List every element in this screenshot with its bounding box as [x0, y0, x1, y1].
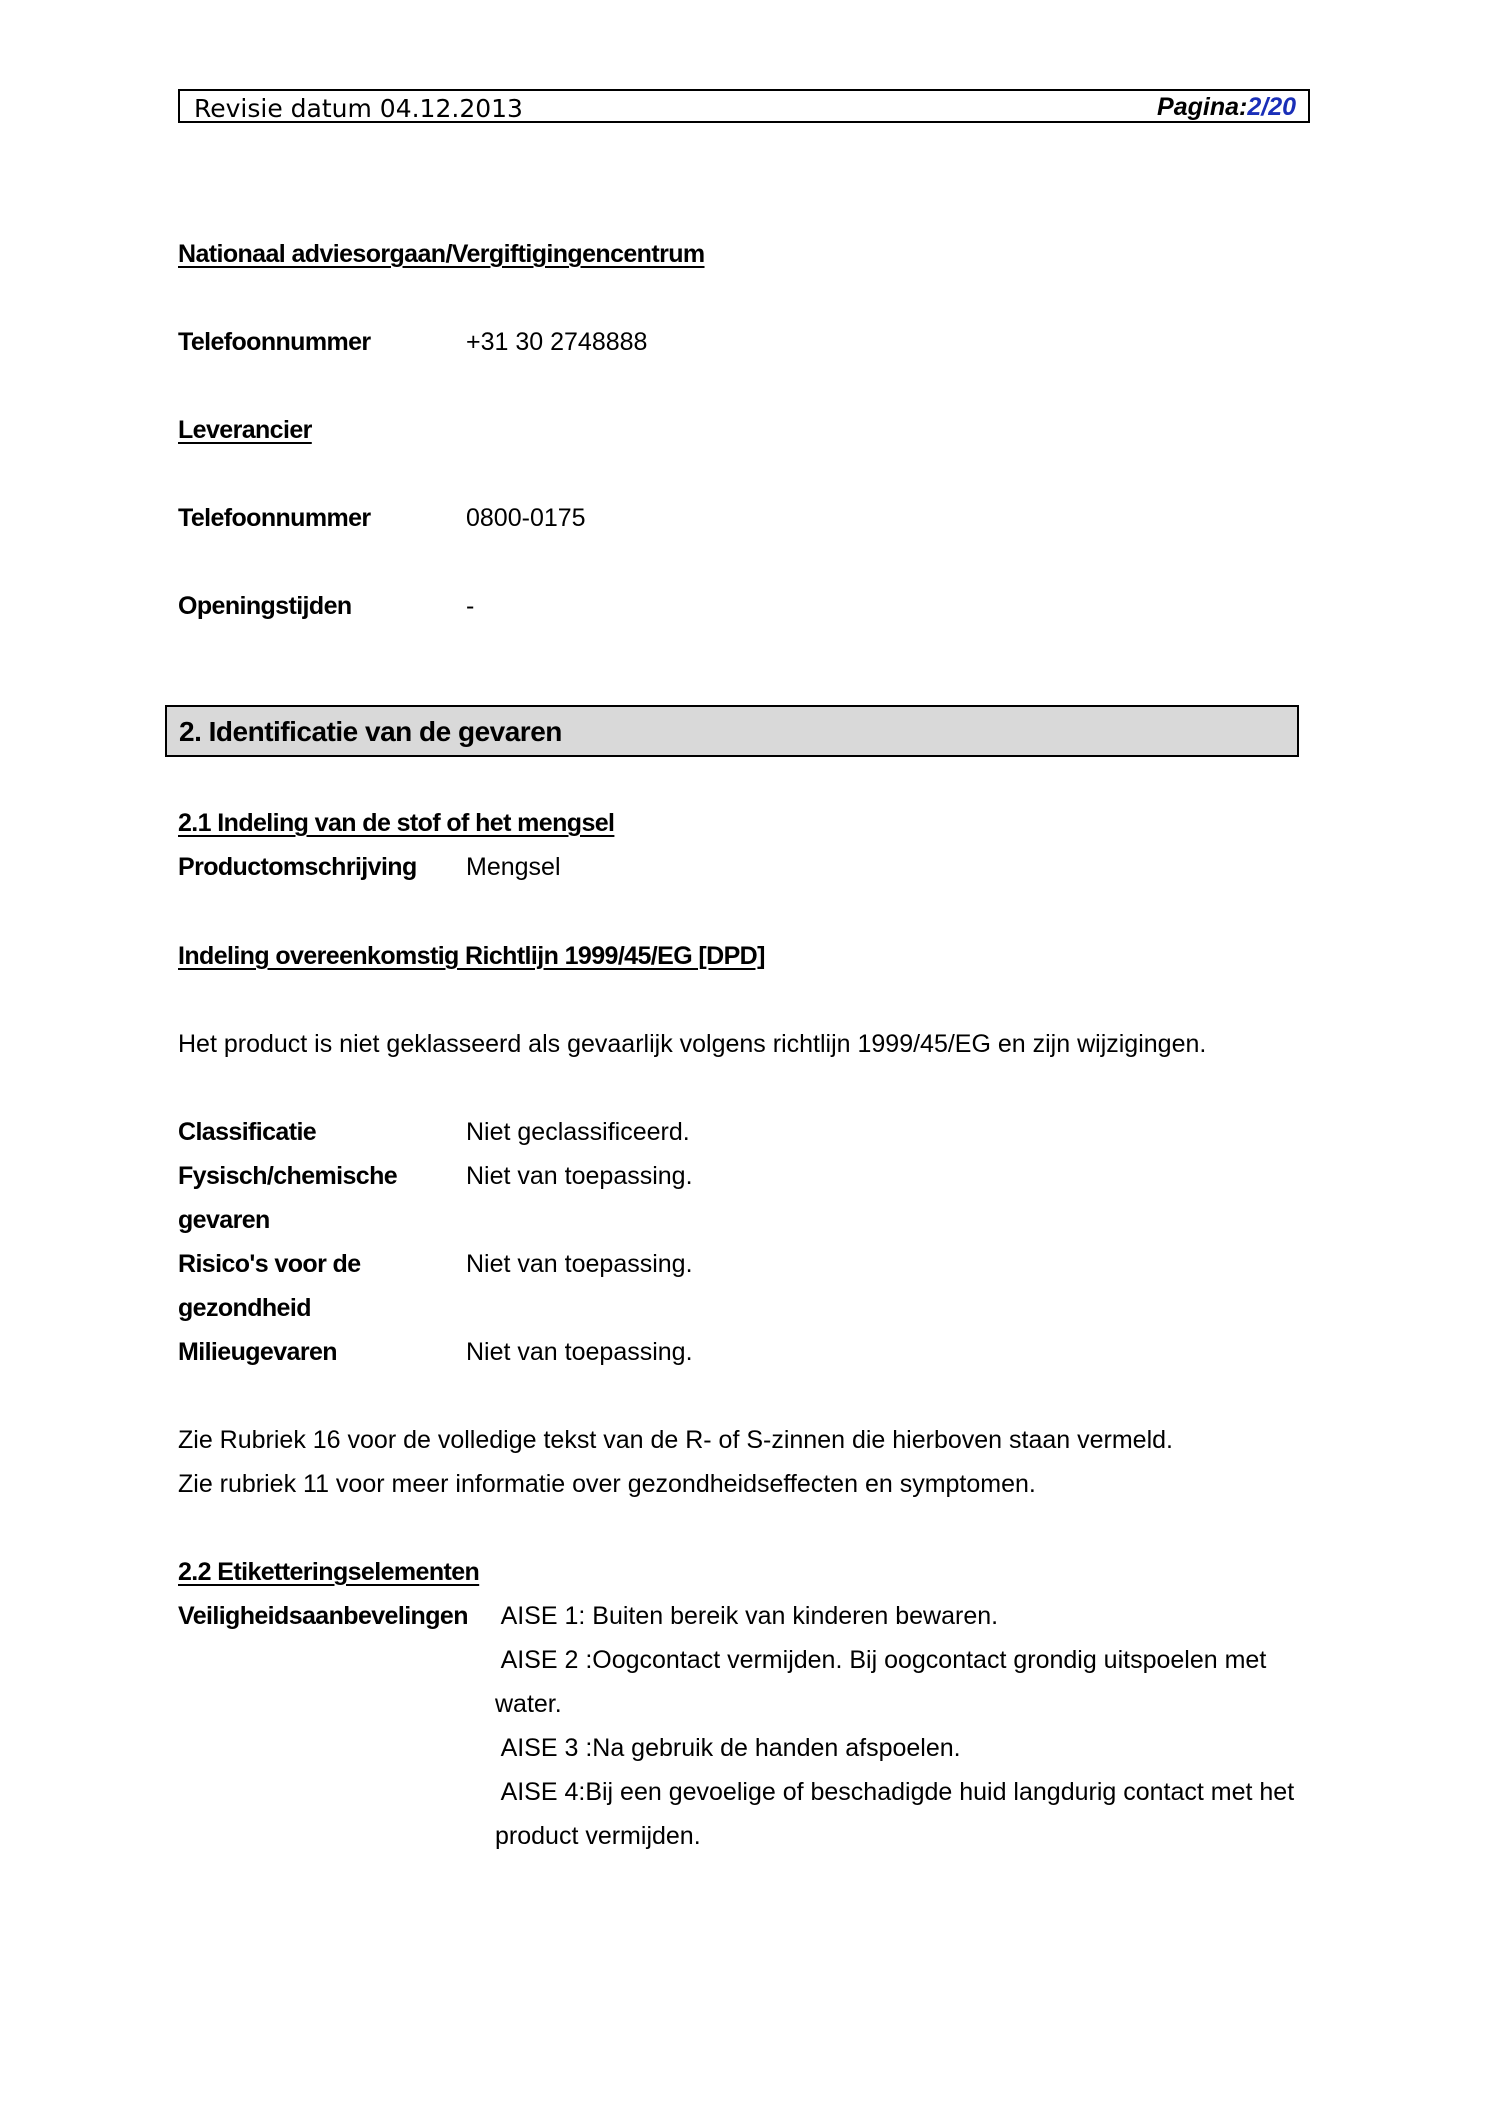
note-rubriek-11: Zie rubriek 11 voor meer informatie over gezondheidseffecten en symptomen. — [178, 1470, 1036, 1498]
hours-label: Openingstijden — [178, 592, 352, 620]
health-label-line1: Risico's voor de — [178, 1250, 361, 1278]
phone-label-1: Telefoonnummer — [178, 328, 371, 356]
environment-value: Niet van toepassing. — [466, 1338, 693, 1366]
aise-4-line1: AISE 4:Bij een gevoelige of beschadigde huid langdurig contact met het — [495, 1778, 1295, 1806]
environment-label: Milieugevaren — [178, 1338, 337, 1366]
section-2-header — [165, 705, 1299, 757]
page-number: Pagina:2/20 — [1157, 93, 1296, 121]
subsection-2-2-heading: 2.2 Etiketteringselementen — [178, 1558, 480, 1586]
phone-label-2: Telefoonnummer — [178, 504, 371, 532]
subsection-2-1-heading: 2.1 Indeling van de stof of het mengsel — [178, 809, 615, 837]
classification-value: Niet geclassificeerd. — [466, 1118, 690, 1146]
phone-value-1: +31 30 2748888 — [466, 328, 648, 356]
aise-2-line1: AISE 2 :Oogcontact vermijden. Bij oogcontact grondig uitspoelen met — [495, 1646, 1267, 1674]
safety-label: Veiligheidsaanbevelingen — [178, 1602, 468, 1630]
dpd-heading: Indeling overeenkomstig Richtlijn 1999/45/EG [DPD] — [178, 942, 765, 970]
note-rubriek-16: Zie Rubriek 16 voor de volledige tekst van de R- of S-zinnen die hierboven staan vermeld. — [178, 1426, 1173, 1454]
physchem-label-line1: Fysisch/chemische — [178, 1162, 398, 1190]
aise-1: AISE 1: Buiten bereik van kinderen bewaren. — [495, 1602, 999, 1630]
physchem-value: Niet van toepassing. — [466, 1162, 693, 1190]
poison-center-heading: Nationaal adviesorgaan/Vergiftigingencentrum — [178, 240, 705, 268]
aise-2-line2: water. — [495, 1690, 562, 1718]
dpd-text: Het product is niet geklasseerd als gevaarlijk volgens richtlijn 1999/45/EG en zijn wijzigingen. — [178, 1030, 1207, 1058]
health-label-line2: gezondheid — [178, 1294, 311, 1322]
supplier-heading: Leverancier — [178, 416, 312, 444]
product-description-label: Productomschrijving — [178, 853, 417, 881]
health-value: Niet van toepassing. — [466, 1250, 693, 1278]
page-header — [178, 89, 1310, 123]
phone-value-2: 0800-0175 — [466, 504, 586, 532]
aise-3: AISE 3 :Na gebruik de handen afspoelen. — [495, 1734, 961, 1762]
revision-date: Revisie datum 04.12.2013 — [194, 94, 523, 123]
hours-value: - — [466, 592, 475, 620]
aise-4-line2: product vermijden. — [495, 1822, 701, 1850]
classification-label: Classificatie — [178, 1118, 317, 1146]
section-2-title: 2. Identificatie van de gevaren — [179, 716, 562, 747]
product-description-value: Mengsel — [466, 853, 561, 881]
physchem-label-line2: gevaren — [178, 1206, 270, 1234]
